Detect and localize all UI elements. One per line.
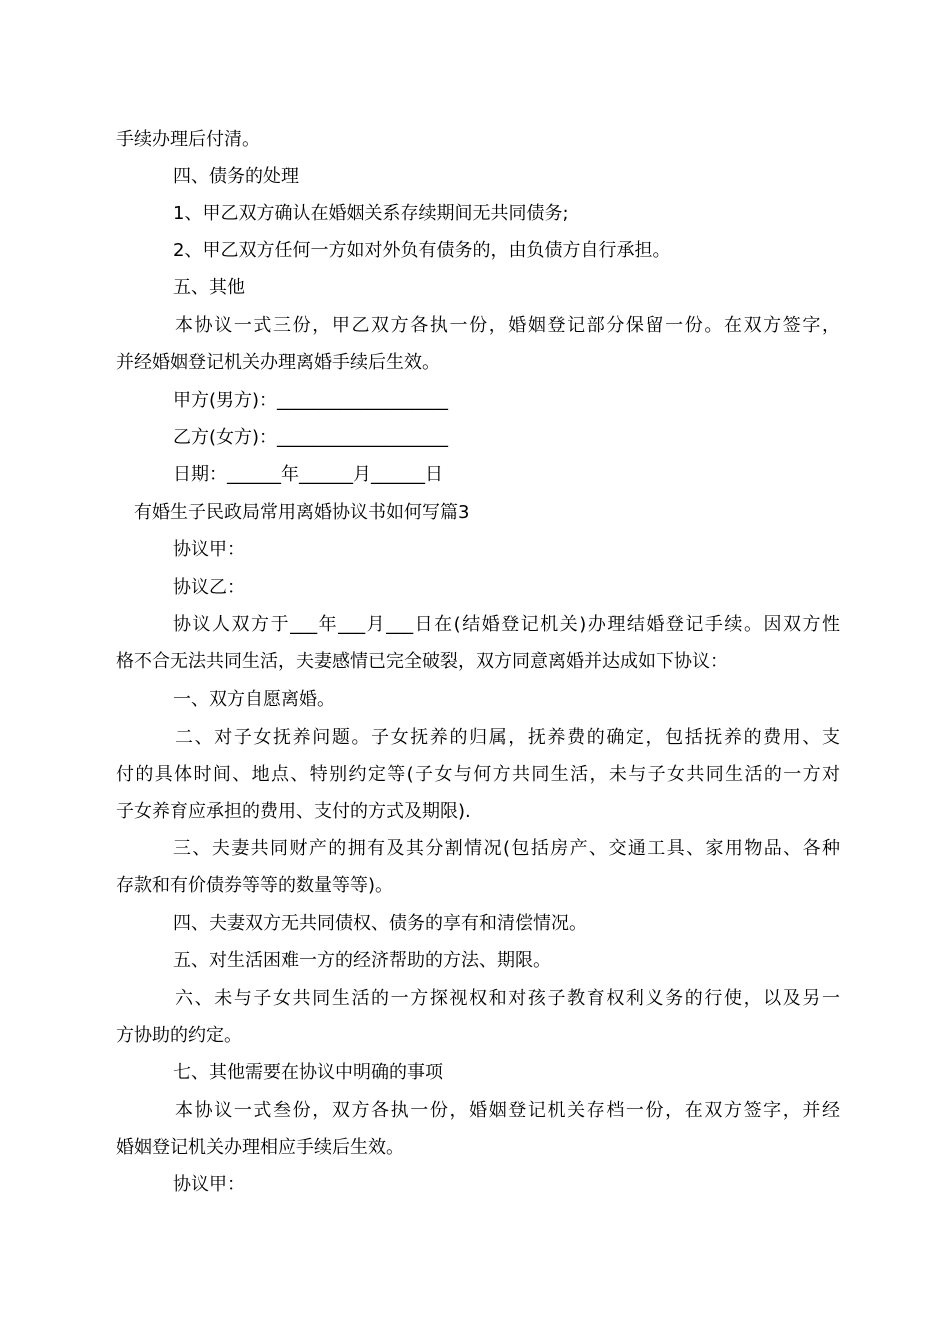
text-line: 1、甲乙双方确认在婚姻关系存续期间无共同债务;: [173, 203, 569, 224]
date-line: 日期：______年______月______日: [173, 464, 443, 485]
signature-line-party-b: 乙方(女方)：___________________: [173, 427, 449, 448]
clause-2: 二、对子女抚养问题。子女抚养的归属，抚养费的确定，包括抚养的费用、支: [175, 727, 840, 748]
text-line: 付的具体时间、地点、特别约定等(子女与何方共同生活，未与子女共同生活的一方对: [116, 764, 840, 785]
text-line: 协议人双方于___年___月___日在(结婚登记机关)办理结婚登记手续。因双方性: [173, 614, 840, 635]
clause-5: 五、对生活困难一方的经济帮助的方法、期限。: [173, 950, 551, 971]
section-heading-other: 五、其他: [173, 277, 245, 298]
party-a-label: 协议甲：: [173, 539, 245, 560]
text-line: 婚姻登记机关办理相应手续后生效。: [116, 1137, 404, 1158]
text-line: 并经婚姻登记机关办理离婚手续后生效。: [116, 352, 440, 373]
text-line: 本协议一式三份，甲乙双方各执一份，婚姻登记部分保留一份。在双方签字，: [175, 315, 840, 336]
text-line: 手续办理后付清。: [116, 129, 260, 150]
party-a-label: 协议甲：: [173, 1174, 245, 1195]
text-line: 2、甲乙双方任何一方如对外负有债务的，由负债方自行承担。: [173, 240, 671, 261]
party-b-label: 协议乙：: [173, 577, 245, 598]
text-line: 格不合无法共同生活，夫妻感情已完全破裂，双方同意离婚并达成如下协议：: [116, 651, 728, 672]
article-title: 有婚生子民政局常用离婚协议书如何写篇3: [134, 502, 470, 523]
section-heading-debts: 四、债务的处理: [173, 166, 299, 187]
text-line: 本协议一式叁份，双方各执一份，婚姻登记机关存档一份，在双方签字，并经: [175, 1100, 840, 1121]
text-line: 存款和有价债券等等的数量等等)。: [116, 875, 394, 896]
clause-7: 七、其他需要在协议中明确的事项: [173, 1062, 443, 1083]
clause-4: 四、夫妻双方无共同债权、债务的享有和清偿情况。: [173, 913, 587, 934]
text-line: 子女养育应承担的费用、支付的方式及期限).: [116, 801, 471, 822]
signature-line-party-a: 甲方(男方)：___________________: [173, 390, 449, 411]
clause-3: 三、夫妻共同财产的拥有及其分割情况(包括房产、交通工具、家用物品、各种: [173, 838, 840, 859]
clause-1: 一、双方自愿离婚。: [173, 689, 335, 710]
text-line: 方协助的约定。: [116, 1025, 242, 1046]
clause-6: 六、未与子女共同生活的一方探视权和对孩子教育权利义务的行使，以及另一: [175, 988, 840, 1009]
